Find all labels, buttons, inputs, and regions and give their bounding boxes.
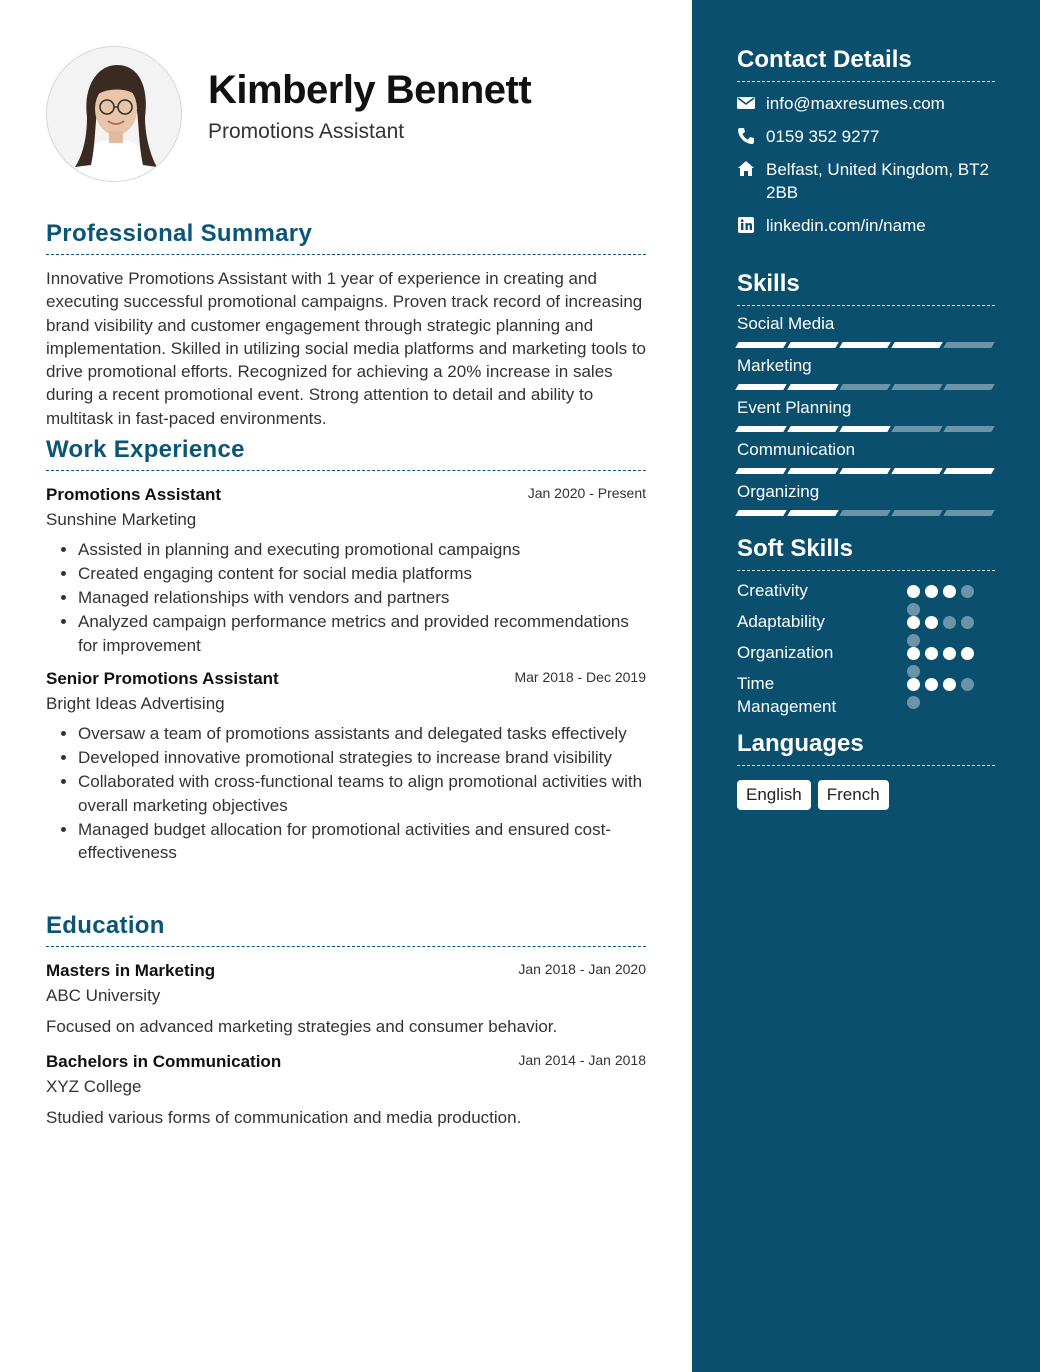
resume-header	[46, 46, 646, 182]
soft-skill-label: Organization	[737, 643, 834, 662]
job-title: Promotions Assistant	[46, 485, 222, 504]
job-bullet: • Oversaw a team of promotions assistants and delegated tasks effectively	[78, 722, 646, 746]
degree-title: Masters in Marketing	[46, 961, 216, 980]
summary-text: Innovative Promotions Assistant with 1 year of experience in creating and executing successful promotional campaigns. Proven track record of increasing brand visibility and customer engagement through strategic planning and implementation. Skilled in utilizing social media platforms and marketing tools to drive promotional efforts. Recognized for achieving a 20% increase in sales during a recent promotional event. Strong attention to detail and ability to multitask in fast-paced environments.	[46, 269, 647, 428]
skill-meter-segment	[735, 426, 786, 432]
job-bullet: • Developed innovative promotional strategies to increase brand visibility	[78, 746, 646, 770]
job-bullets	[46, 722, 646, 865]
skill-meter-segment	[787, 342, 838, 348]
skill-meter-segment	[839, 426, 890, 432]
job-bullet: • Analyzed campaign performance metrics and provided recommendations for improvement	[78, 610, 646, 657]
education-date: Jan 2014 - Jan 2018	[518, 1052, 646, 1068]
soft-skill-dot	[925, 678, 938, 691]
linkedin-icon	[737, 216, 755, 234]
job-bullet: • Collaborated with cross-functional teams to align promotional activities with overall marketing objectives	[78, 770, 646, 817]
contact-phone[interactable]	[737, 125, 995, 148]
skill-item	[737, 313, 995, 348]
education-heading: Education	[46, 912, 646, 947]
skill-item	[737, 481, 995, 516]
skill-meter-segment	[787, 468, 838, 474]
skill-meter-segment	[735, 342, 786, 348]
soft-skill-label: Creativity	[737, 581, 808, 600]
skill-meter	[737, 468, 995, 474]
avatar	[46, 46, 182, 182]
contact-heading: Contact Details	[737, 46, 995, 82]
soft-skill-label: Time Management	[737, 674, 837, 716]
home-icon	[737, 160, 755, 178]
job-date: Mar 2018 - Dec 2019	[514, 669, 646, 685]
contact-address	[737, 158, 995, 204]
soft-skill-item	[737, 672, 995, 718]
summary-heading: Professional Summary	[46, 220, 646, 255]
skill-meter-segment	[839, 384, 890, 390]
sidebar	[692, 0, 1040, 1372]
skill-label: Social Media	[737, 314, 835, 333]
skill-meter-segment	[839, 468, 890, 474]
phone-text: 0159 352 9277	[766, 127, 880, 146]
soft-skill-dot	[925, 647, 938, 660]
soft-skill-label: Adaptability	[737, 612, 825, 631]
job-bullet: • Assisted in planning and executing promotional campaigns	[78, 538, 646, 562]
email-text: info@maxresumes.com	[766, 94, 945, 113]
skill-meter	[737, 510, 995, 516]
candidate-title: Promotions Assistant	[208, 120, 405, 143]
job-entry	[46, 485, 646, 657]
education-entry	[46, 961, 646, 1038]
contact-email[interactable]	[737, 92, 995, 115]
phone-icon	[737, 127, 755, 145]
soft-skills-heading: Soft Skills	[737, 535, 995, 571]
experience-section	[46, 436, 646, 865]
envelope-icon	[737, 94, 755, 112]
skill-meter-segment	[735, 468, 786, 474]
skill-meter-segment	[943, 426, 994, 432]
skill-meter-segment	[943, 468, 994, 474]
job-title: Senior Promotions Assistant	[46, 669, 279, 688]
school-name: XYZ College	[46, 1077, 142, 1096]
skill-item	[737, 355, 995, 390]
language-tag: French	[818, 780, 889, 810]
degree-title: Bachelors in Communication	[46, 1052, 282, 1071]
language-list	[737, 780, 995, 810]
soft-skill-dot	[961, 678, 974, 691]
skills-section	[737, 270, 995, 516]
education-description: Studied various forms of communication and media production.	[46, 1108, 522, 1127]
skill-meter-segment	[891, 510, 942, 516]
avatar-photo-icon	[47, 47, 182, 182]
skills-heading: Skills	[737, 270, 995, 306]
soft-skill-dot	[907, 585, 920, 598]
soft-skill-dot	[925, 585, 938, 598]
skill-label: Organizing	[737, 482, 820, 501]
education-entry	[46, 1052, 646, 1129]
soft-skill-dot	[943, 647, 956, 660]
contact-linkedin[interactable]	[737, 214, 995, 237]
soft-skill-dot	[907, 678, 920, 691]
skill-label: Communication	[737, 440, 856, 459]
soft-skill-item	[737, 579, 995, 602]
job-bullets	[46, 538, 646, 657]
skill-meter-segment	[787, 510, 838, 516]
summary-section	[46, 220, 646, 430]
soft-skill-item	[737, 641, 995, 664]
soft-skill-dot	[943, 616, 956, 629]
skills-list	[737, 313, 995, 516]
soft-skill-dot	[907, 696, 920, 709]
skill-meter-segment	[891, 426, 942, 432]
skill-item	[737, 397, 995, 432]
languages-section	[737, 730, 995, 810]
education-description: Focused on advanced marketing strategies and consumer behavior.	[46, 1017, 558, 1036]
soft-skill-dot	[925, 616, 938, 629]
soft-skill-dot	[961, 647, 974, 660]
skill-meter-segment	[839, 342, 890, 348]
skill-meter	[737, 426, 995, 432]
job-bullet: • Managed relationships with vendors and partners	[78, 586, 646, 610]
job-date: Jan 2020 - Present	[527, 485, 646, 501]
skill-meter-segment	[943, 384, 994, 390]
skill-meter-segment	[787, 384, 838, 390]
skill-label: Marketing	[737, 356, 812, 375]
job-bullet: • Managed budget allocation for promotional activities and ensured cost-effectiveness	[78, 818, 646, 865]
education-date: Jan 2018 - Jan 2020	[518, 961, 646, 977]
job-company: Bright Ideas Advertising	[46, 694, 225, 713]
soft-skill-dot	[943, 678, 956, 691]
skill-meter-segment	[735, 384, 786, 390]
skill-label: Event Planning	[737, 398, 852, 417]
soft-skill-dots	[907, 678, 977, 708]
skill-meter-segment	[891, 468, 942, 474]
skill-meter-segment	[891, 342, 942, 348]
soft-skill-dot	[943, 585, 956, 598]
job-bullet: • Created engaging content for social media platforms	[78, 562, 646, 586]
experience-heading: Work Experience	[46, 436, 646, 471]
skill-meter-segment	[891, 384, 942, 390]
soft-skill-dot	[907, 616, 920, 629]
skill-meter	[737, 384, 995, 390]
skill-meter-segment	[943, 342, 994, 348]
skill-meter	[737, 342, 995, 348]
contact-section	[737, 46, 995, 237]
skill-meter-segment	[735, 510, 786, 516]
soft-skill-item	[737, 610, 995, 633]
school-name: ABC University	[46, 986, 161, 1005]
soft-skill-dot	[961, 616, 974, 629]
job-entry	[46, 669, 646, 865]
candidate-name: Kimberly Bennett	[208, 68, 532, 112]
job-company: Sunshine Marketing	[46, 510, 197, 529]
languages-heading: Languages	[737, 730, 995, 766]
soft-skill-dot	[907, 647, 920, 660]
skill-meter-segment	[943, 510, 994, 516]
soft-skills-section	[737, 535, 995, 718]
skill-item	[737, 439, 995, 474]
skill-meter-segment	[787, 426, 838, 432]
linkedin-text: linkedin.com/in/name	[766, 216, 926, 235]
language-tag: English	[737, 780, 811, 810]
skill-meter-segment	[839, 510, 890, 516]
education-section	[46, 912, 646, 1129]
address-text: Belfast, United Kingdom, BT2 2BB	[766, 160, 990, 202]
soft-skill-dot	[961, 585, 974, 598]
